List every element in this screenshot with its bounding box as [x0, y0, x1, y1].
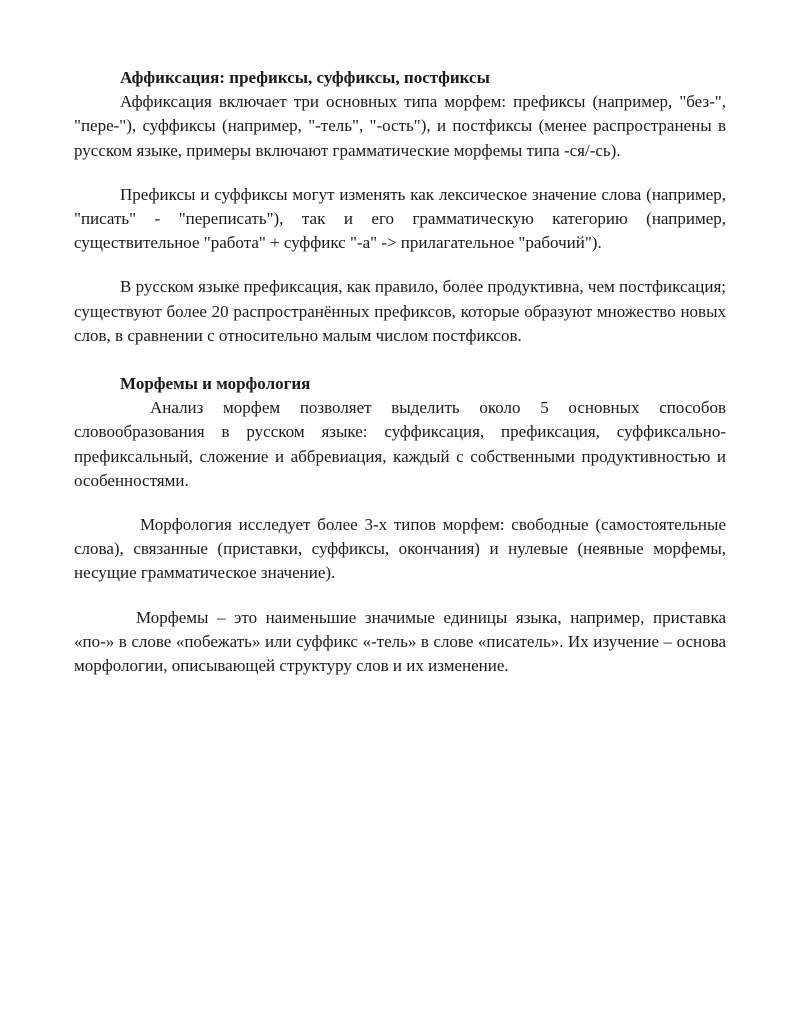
paragraph-affixation-types: Аффиксация включает три основных типа морфем: префиксы (например, "без-", "пере-"), суффиксы (например, "-тель", "-ость"), и постфиксы (менее распространены в русском языке, примеры включают грамматические морфемы типа -ся/-сь).: [74, 92, 726, 160]
document-page: [74, 66, 726, 678]
paragraph-spacer: [74, 586, 726, 606]
paragraph-spacer: [74, 163, 726, 183]
section-spacer: [74, 348, 726, 372]
paragraph-morpheme-types: Морфология исследует более 3-х типов морфем: свободные (самостоятельные слова), связанные (приставки, суффиксы, окончания) и нулевые (неявные морфемы, несущие грамматическое значение).: [74, 515, 726, 583]
paragraph-prefixation-productivity: В русском языке префиксация, как правило, более продуктивна, чем постфиксация; существуют более 20 распространённых префиксов, которые образуют множество новых слов, в сравнении с относительно малым числом постфиксов.: [74, 277, 726, 345]
section-heading-affixation: Аффиксация: префиксы, суффиксы, постфиксы: [120, 68, 490, 87]
paragraph-prefix-suffix-meaning: Префиксы и суффиксы могут изменять как лексическое значение слова (например, "писать" - "переписать"), так и его грамматическую категорию (например, существительное "работа" + суффикс "-а" -> прилагательное "рабочий").: [74, 184, 726, 253]
paragraph-morpheme-definition: Морфемы – это наименьшие значимые единицы языка, например, приставка «по-» в слове «побежать» или суффикс «-тель» в слове «писатель». Их изучение – основа морфологии, описывающей структуру слов и их изменение.: [74, 607, 726, 676]
section-heading-morphemes: Морфемы и морфология: [120, 374, 311, 394]
paragraph-word-formation-methods: Анализ морфем позволяет выделить около 5 основных способов словообразования в русском языке: суффиксация, префиксация, суффиксально-префиксальный, сложение и аббревиация, каждый с собственными продуктивностью и особенностями.: [74, 398, 726, 490]
paragraph-spacer: [74, 493, 726, 513]
paragraph-spacer: [74, 255, 726, 275]
